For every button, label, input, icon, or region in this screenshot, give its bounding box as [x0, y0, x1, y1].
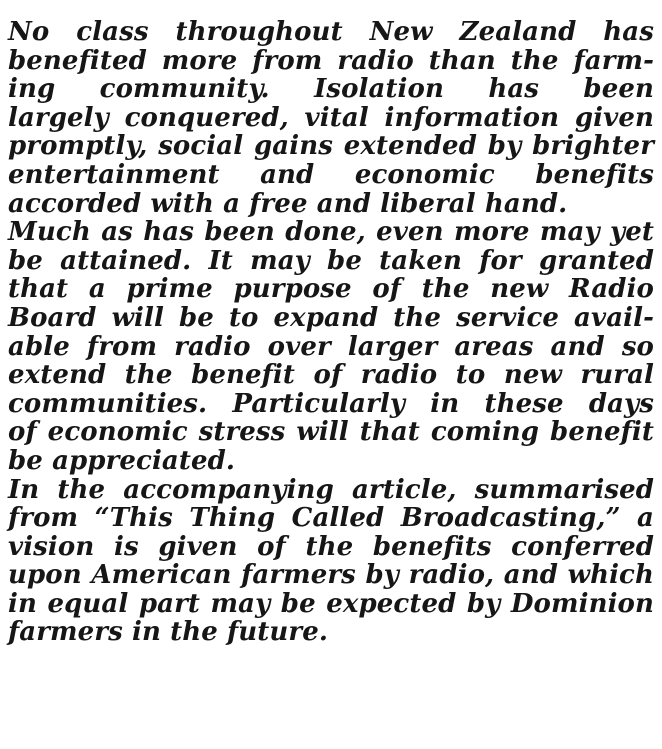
text-line: vision is given of the benefits conferred — [8, 531, 654, 562]
text-line: of economic stress will that coming benefit — [8, 417, 654, 448]
text-line: upon American farmers by radio, and which — [8, 560, 654, 591]
text-line: communities. Particularly in these days — [8, 388, 654, 419]
text-line: largely conquered, vital information given — [8, 102, 654, 133]
text-line: from “This Thing Called Broadcasting,” a — [8, 503, 654, 534]
text-line: Board will be to expand the service avail- — [8, 302, 654, 333]
text-line: in equal part may be expected by Dominion — [8, 588, 654, 619]
text-line: Much as has been done, even more may yet — [8, 217, 654, 248]
text-line: entertainment and economic benefits — [8, 159, 654, 190]
text-line: promptly, social gains extended by brighter — [8, 131, 654, 162]
text-line: accorded with a free and liberal hand. — [8, 188, 568, 219]
text-line: that a prime purpose of the new Radio — [8, 274, 654, 305]
article-text — [8, 18, 654, 647]
paragraph-2 — [8, 218, 654, 475]
text-line: In the accompanying article, summarised — [8, 474, 654, 505]
text-line: be attained. It may be taken for granted — [8, 245, 654, 276]
paragraph-1 — [8, 18, 654, 218]
text-line: able from radio over larger areas and so — [8, 331, 654, 362]
paragraph-3 — [8, 476, 654, 648]
text-line: extend the benefit of radio to new rural — [8, 360, 654, 391]
text-line: be appreciated. — [8, 445, 236, 476]
text-line: ing community. Isolation has been — [8, 74, 654, 105]
text-line: No class throughout New Zealand has — [8, 17, 654, 47]
text-line: benefited more from radio than the farm- — [8, 45, 654, 76]
text-line: farmers in the future. — [8, 617, 329, 648]
